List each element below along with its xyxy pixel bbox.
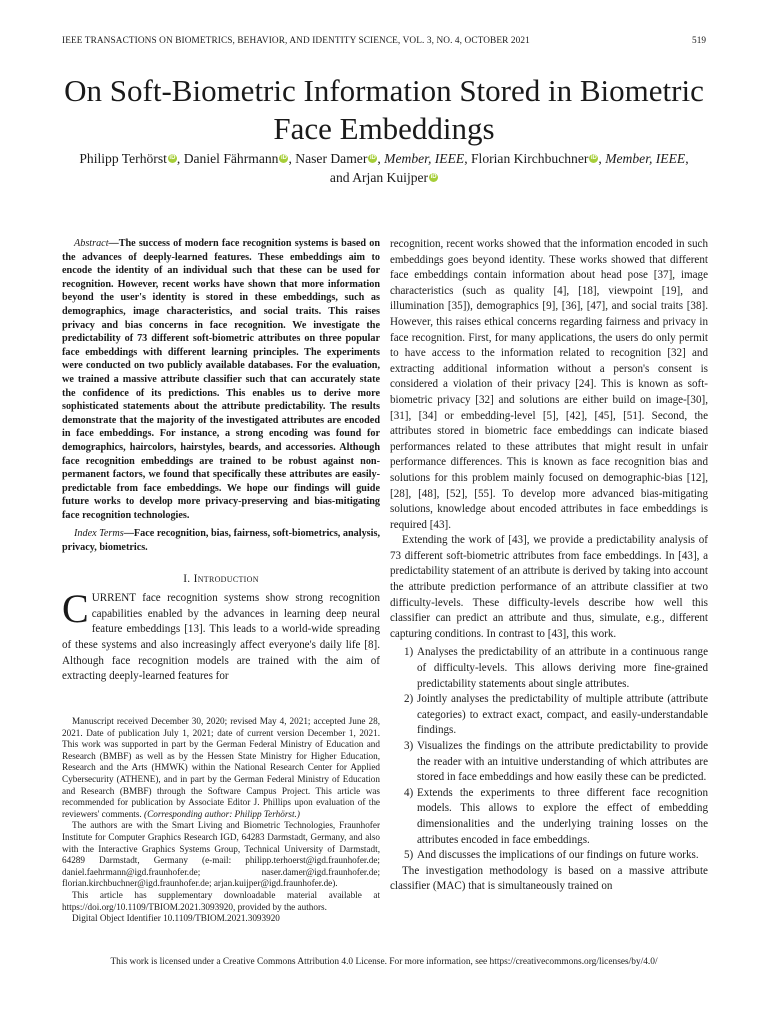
list-item: 5) And discusses the implications of our findings on future works. (404, 849, 699, 862)
footnote-doi: Digital Object Identifier 10.1109/TBIOM.2021.3093920 (72, 913, 280, 924)
corresponding-author: (Corresponding author: Philipp Terhörst.) (144, 808, 300, 819)
list-item: 2) Jointly analyses the predictability of multiple attribute (attribute categories) to extract exact, compact, and easily-understandable findings. (404, 693, 708, 737)
abstract-text: —The success of modern face recognition systems is based on the advances of deeply-learned features. These embeddings aim to encode the identity of an individual such that these can be used for recognition. However, recent works have shown that more information beyond the user's identity is stored in these embeddings, such as demographics, image characteristics, and social traits. This raises privacy and bias concerns in face recognition. We investigate the predictability of 73 different soft-biometric attributes on three popular face embeddings with different learning principles. The experiments were conducted on two publicly available databases. For the evaluation, we trained a massive attribute classifier such that can accurately state the confidence of its predictions. This enables us to derive more sophisticated statements about the attribute predictability. The results demonstrate that the majority of the investigated attributes are encoded in face embeddings. For instance, a strong encoding was found for demographics, haircolors, hairstyles, beards, and accessories. Although face recognition embeddings are trained to be robust against non-permanent factors, we found that specifically these attributes are easily-predictable from face embeddings. We hope our findings will guide future works to develop more privacy-preserving and bias-mitigating face recognition technologies. (62, 238, 380, 521)
section-number: I. (183, 572, 191, 585)
contribution-list (390, 645, 708, 863)
page-number: 519 (692, 36, 706, 46)
list-item: 1) Analyses the predictability of an attribute in a continuous range of difficulty-levels. This allows deriving more fine-grained predictability statements about single attributes. (404, 646, 708, 690)
and-word: and (329, 170, 350, 185)
orcid-icon[interactable]: iD (590, 155, 597, 161)
author-list: Philipp Terhörst iD , Daniel Fährmann iD , Naser Damer iD , Member, IEEE, Florian Kirchbuchner iD , Member, IEEE, and Arjan Kuijper iD (79, 151, 689, 185)
index-terms-label: Index Terms (74, 528, 124, 540)
author-1: Philipp Terhörst (79, 151, 167, 166)
paper-title (40, 72, 728, 148)
author-2: Daniel Fährmann (183, 151, 279, 166)
membership: Member, IEEE (384, 151, 465, 166)
paragraph: recognition, recent works showed that the information encoded in such embeddings goes beyond identity. These works showed that different face embeddings contain information about head pose [37], image characteristics (such as quality [4], [18], viewpoint [19], and illumination [35]), demographics [9], [36], [47], and social traits [38]. However, this raises ethical concerns regarding fairness and privacy in face recognition. First, for many applications, the users do only permit to have access to the information related to recognition [32] and extracting additional information without a person's consent is considered a violation of their privacy [24]. This is known as soft-biometric privacy [32] and solutions are either build on image-[30], [31], [34] or embedding-level [5], [42], [45], [51]. Second, the attributes stored in biometric face embeddings can indicate biased performances related to these attributes that might result in unfair performance differences. This is known as face recognition bias and solutions for this problem mainly focused on demographic-bias [12], [28], [48], [52], [55]. To develop more advanced bias-mitigating solutions, knowledge about encoded attributes in face embeddings is required [43]. (390, 238, 708, 531)
list-item: 3) Visualizes the findings on the attribute predictability to provide the reader with an intuitive understanding of which attributes are stored in face embeddings and how easily these can be predicted. (404, 740, 708, 784)
orcid-icon[interactable]: iD (169, 155, 176, 161)
index-terms-text: —Face recognition, bias, fairness, soft-biometrics, analysis, privacy, biometrics. (62, 528, 380, 554)
author-4: Florian Kirchbuchner (470, 151, 589, 166)
list-item: 4) Extends the experiments to three different face recognition models. This allows to explore the effect of embedding dimensionalities and the underlying training losses on the attributes encoded in face embeddings. (404, 786, 708, 846)
footnote-supplementary: This article has supplementary downloadable material available at https://doi.org/10.1109/TBIOM.2021.3093920, provided by the authors. (62, 889, 380, 912)
footnotes (62, 716, 380, 925)
paragraph: Extending the work of [43], we provide a predictability analysis of 73 different soft-biometric attributes from face embeddings. In [43], a predictability statement of an attribute is derived by taking into account the attribute prediction performance of an attribute classifier at two difficulty-levels. These difficulty-levels describe how well this classifier can predict an attribute and thus, simulate, e.g., different capturing conditions. In contrast to [43], this work. (390, 534, 708, 640)
right-column (390, 237, 708, 895)
author-5: Arjan Kuijper (352, 170, 429, 185)
license-notice: This work is licensed under a Creative Commons Attribution 4.0 License. For more information, see https://creativecommons.org/licenses/by/4.0/ (110, 957, 658, 967)
abstract (62, 237, 380, 522)
title-line-2: Face Embeddings (273, 111, 495, 146)
index-terms (62, 527, 380, 554)
section-title: Introduction (193, 572, 259, 585)
orcid-icon[interactable]: iD (369, 155, 376, 161)
intro-text: URRENT face recognition systems show strong recognition capabilities enabled by the advances in learning deep neural feature embeddings [13]. This leads to a world-wide spreading of these systems and also increasingly affect everyone's daily life [8]. Although face recognition models are trained with the aim of extracting deeply-learned features for (62, 592, 380, 683)
author-3: Naser Damer (295, 151, 368, 166)
abstract-label: Abstract (74, 238, 109, 249)
title-line-1: On Soft-Biometric Information Stored in Biometric (64, 73, 704, 108)
left-column (62, 237, 380, 685)
footnote-affiliation: The authors are with the Smart Living and Biometric Technologies, Fraunhofer Institute for Computer Graphics Research IGD, 64283 Darmstadt, Germany, and also with the Interactive Graphics Systems Group, Technical University of Darmstadt, 64289 Darmstadt, Germany (e-mail: philipp.terhoerst@igd.fraunhofer.de; daniel.faehrmann@igd.fraunhofer.de; naser.damer@igd.fraunhofer.de; florian.kirchbuchner@igd.fraunhofer.de; arjan.kuijper@igd.fraunhofer.de). (62, 820, 380, 889)
running-header: IEEE TRANSACTIONS ON BIOMETRICS, BEHAVIOR, AND IDENTITY SCIENCE, VOL. 3, NO. 4, OCTOBER 2021 (62, 36, 530, 46)
section-heading (62, 572, 380, 588)
membership: Member, IEEE (605, 151, 686, 166)
footnote-manuscript: Manuscript received December 30, 2020; revised May 4, 2021; accepted June 28, 2021. Date of publication July 1, 2021; date of current version December 1, 2021. This work was supported in part by the German Federal Ministry of Education and Research (BMBF) as well as by the Hessen State Ministry for Higher Education, Research and the Arts (HMWK) within the National Research Center for Applied Cybersecurity (ATHENE), and in part by the German Federal Ministry of Education and Research (BMBF) through the Software Campus Project. This article was recommended for publication by Associate Editor J. Phillips upon evaluation of the reviewers' comments. (Corresponding author: Philipp Terhörst.) (62, 716, 380, 819)
intro-paragraph (62, 586, 380, 685)
drop-cap: C (62, 586, 89, 632)
orcid-icon[interactable]: iD (280, 155, 287, 161)
paragraph: The investigation methodology is based on a massive attribute classifier (MAC) that is simultaneously trained on (390, 864, 708, 893)
orcid-icon[interactable]: iD (430, 174, 437, 180)
